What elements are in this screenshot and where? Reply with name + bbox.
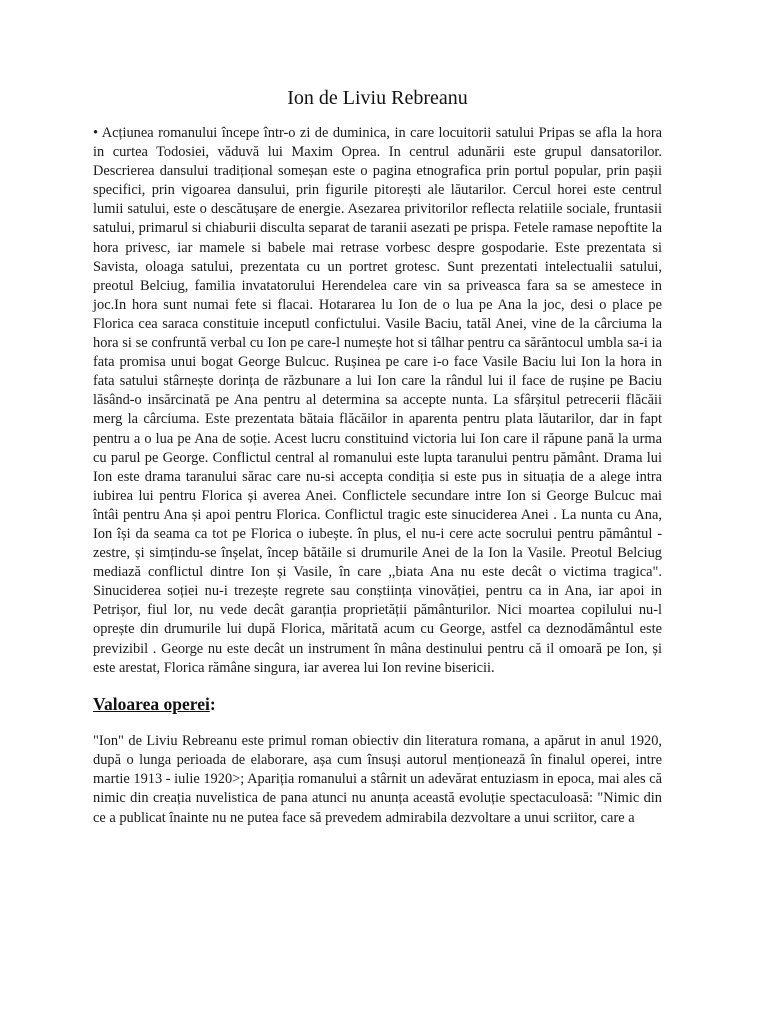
document-page (93, 78, 662, 828)
section-heading-colon: : (209, 693, 216, 714)
plot-summary-paragraph: • Acțiunea romanului începe într-o zi de duminica, in care locuitorii satului Pripas se afla la hora in curtea Todosiei, văduvă lui Maxim Oprea. In centrul adunării este grupul dansatorilor. Descrierea dansului tradițional someșan este o pagina etnografica prin portul popular, prin pașii specifici, prin vigoarea dansului, prin figurile pitorești ale lăutarilor. Cercul horei este centrul lumii satului, este o descătușare de energie. Asezarea privitorilor reflecta relatiile sociale, fruntasii satului, primarul si chiaburii disculta separat de taranii asezati pe prispa. Fetele ramase nepoftite la hora privesc, iar mamele si babele mai retrase vorbesc despre gospodarie. Este prezentata si Savista, oloaga satului, prezentata cu un portret grotesc. Sunt prezentati intelectualii satului, preotul Belciug, familia invatatorului Herendelea care vin sa priveasca fara sa se amestece in joc.In hora sunt numai fete si flacai. Hotararea lu Ion de o lua pe Ana la joc, desi o place pe Florica cea saraca constituie inceputl confictului. Vasile Baciu, tatăl Anei, vine de la cârciuma la hora si se confruntă verbal cu Ion pe care-l numește hot si tâlhar pentru ca sărăntocul umbla sa-i ia fata promisa unui bogat George Bulcuc. Rușinea pe care i-o face Vasile Baciu lui Ion la hora in fata satului stârnește dorința de răzbunare a lui Ion care la rândul lui il face de rușine pe Baciu lăsând-o insărcinată pe Ana pentru al determina sa accepte nunta. La sfârșitul petrecerii flăcăii merg la cârciuma. Este prezentata bătaia flăcăilor in aparenta pentru plata lăutarilor, dar in fapt pentru a o lua pe Ana de soție. Acest lucru constituind victoria lui Ion care il răpune pană la urma cu parul pe George. Conflictul central al romanului este lupta taranului pentru pământ. Drama lui Ion este drama taranului sărac care nu-si accepta condiția si este pus in situația de a alege intra iubirea lui pentru Florica și averea Anei. Conflictele secundare intre Ion si George Bulcuc mai întâi pentru Ana și apoi pentru Florica. Conflictul tragic este sinuciderea Anei . La nunta cu Ana, Ion își da seama ca tot pe Florica o iubește. în plus, el nu-i cere acte socrului pentru pământul - zestre, și simțindu-se înșelat, încep bătăile si drumurile Anei de la Ion la Vasile. Preotul Belciug mediază conflictul dintre Ion și Vasile, în care ,,biata Ana nu este decât o victima tragica". Sinuciderea soției nu-i trezește regrete sau conștiința vinovăției, pentru ca in Ana, iar apoi in Petrișor, fiul lor, nu vede decât garanția proprietății pământurilor. Nici moartea copilului nu-l oprește din drumurile lui după Florica, măritată acum cu George, astfel ca deznodământul este previzibil . George nu este decât un instrument în mâna destinului pentru că il omoară pe Ion, și este arestat, Florica rămâne singura, iar averea lui Ion revine bisericii. (93, 125, 662, 676)
section-heading-text: Valoarea operei (93, 693, 210, 714)
value-paragraph: "Ion" de Liviu Rebreanu este primul roman obiectiv din literatura romana, a apărut in anul 1920, după o lunga perioada de elaborare, așa cum însuși autorul menționează în finalul operei, intre martie 1913 - iulie 1920>; Apariția romanului a stârnit un adevărat entuziasm in epoca, mai ales că nimic din creația nuvelistica de pana atunci nu anunța această evoluție spectaculoasă: "Nimic din ce a publicat înainte nu ne putea face să prevedem admirabila dezvoltare a unui scriitor, care a (93, 732, 662, 826)
section-heading (93, 693, 662, 715)
document-title: Ion de Liviu Rebreanu (287, 87, 468, 109)
